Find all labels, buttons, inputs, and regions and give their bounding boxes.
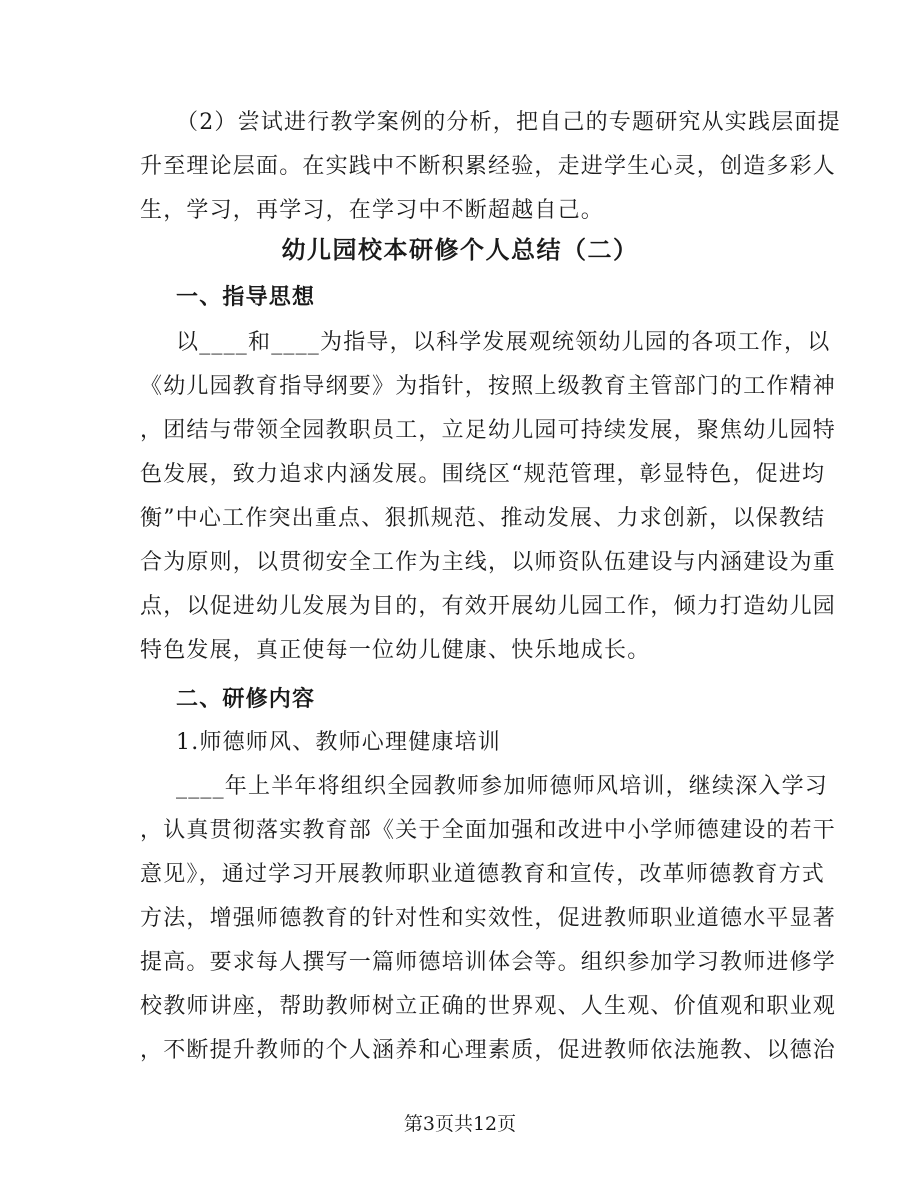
section2-line-5: 提高。要求每人撰写一篇师德培训体会等。组织参加学习教师进修学 [140,950,837,975]
section1-line-2: 《幼儿园教育指导纲要》为指针，按照上级教育主管部门的工作精神 [140,374,837,399]
section2-line-1: ____年上半年将组织全园教师参加师德师风培训，继续深入学习 [176,774,829,799]
section1-line-3: ，团结与带领全园教职员工，立足幼儿园可持续发展，聚焦幼儿园特 [140,418,837,443]
section1-line-8: 特色发展，真正使每一位幼儿健康、快乐地成长。 [140,638,651,663]
section2-line-3: 意见》，通过学习开展教师职业道德教育和宣传，改革师德教育方式 [140,862,826,887]
intro-line-1: （2）尝试进行教学案例的分析，把自己的专题研究从实践层面提 [176,110,841,135]
section1-line-1: 以____和____为指导，以科学发展观统领幼儿园的各项工作，以 [176,330,831,355]
intro-line-2: 升至理论层面。在实践中不断积累经验，走进学生心灵，创造多彩人 [140,154,837,179]
section2-line-6: 校教师讲座，帮助教师树立正确的世界观、人生观、价值观和职业观 [140,994,837,1019]
document-title: 幼儿园校本研修个人总结（二） [281,235,639,264]
section1-line-5: 衡”中心工作突出重点、狠抓规范、推动发展、力求创新，以保教结 [140,506,826,531]
section2-line-7: ，不断提升教师的个人涵养和心理素质，促进教师依法施教、以德治 [140,1038,837,1063]
section2-line-4: 方法，增强师德教育的针对性和实效性，促进教师职业道德水平显著 [140,906,837,931]
intro-line-3: 生，学习，再学习，在学习中不断超越自己。 [140,198,605,223]
section-heading-guiding-ideology: 一、指导思想 [176,284,316,310]
section1-line-4: 色发展，致力追求内涵发展。围绕区“规范管理，彰显特色，促进均 [140,462,826,487]
section2-subheading: 1.师德师风、教师心理健康培训 [176,730,501,755]
section2-line-2: ，认真贯彻落实教育部《关于全面加强和改进中小学师德建设的若干 [140,818,837,843]
section1-line-7: 点，以促进幼儿发展为目的，有效开展幼儿园工作，倾力打造幼儿园 [140,594,837,619]
page-number: 第3页共12页 [403,1113,517,1135]
section-heading-training-content: 二、研修内容 [176,686,316,712]
section1-line-6: 合为原则，以贯彻安全工作为主线，以师资队伍建设与内涵建设为重 [140,550,837,575]
